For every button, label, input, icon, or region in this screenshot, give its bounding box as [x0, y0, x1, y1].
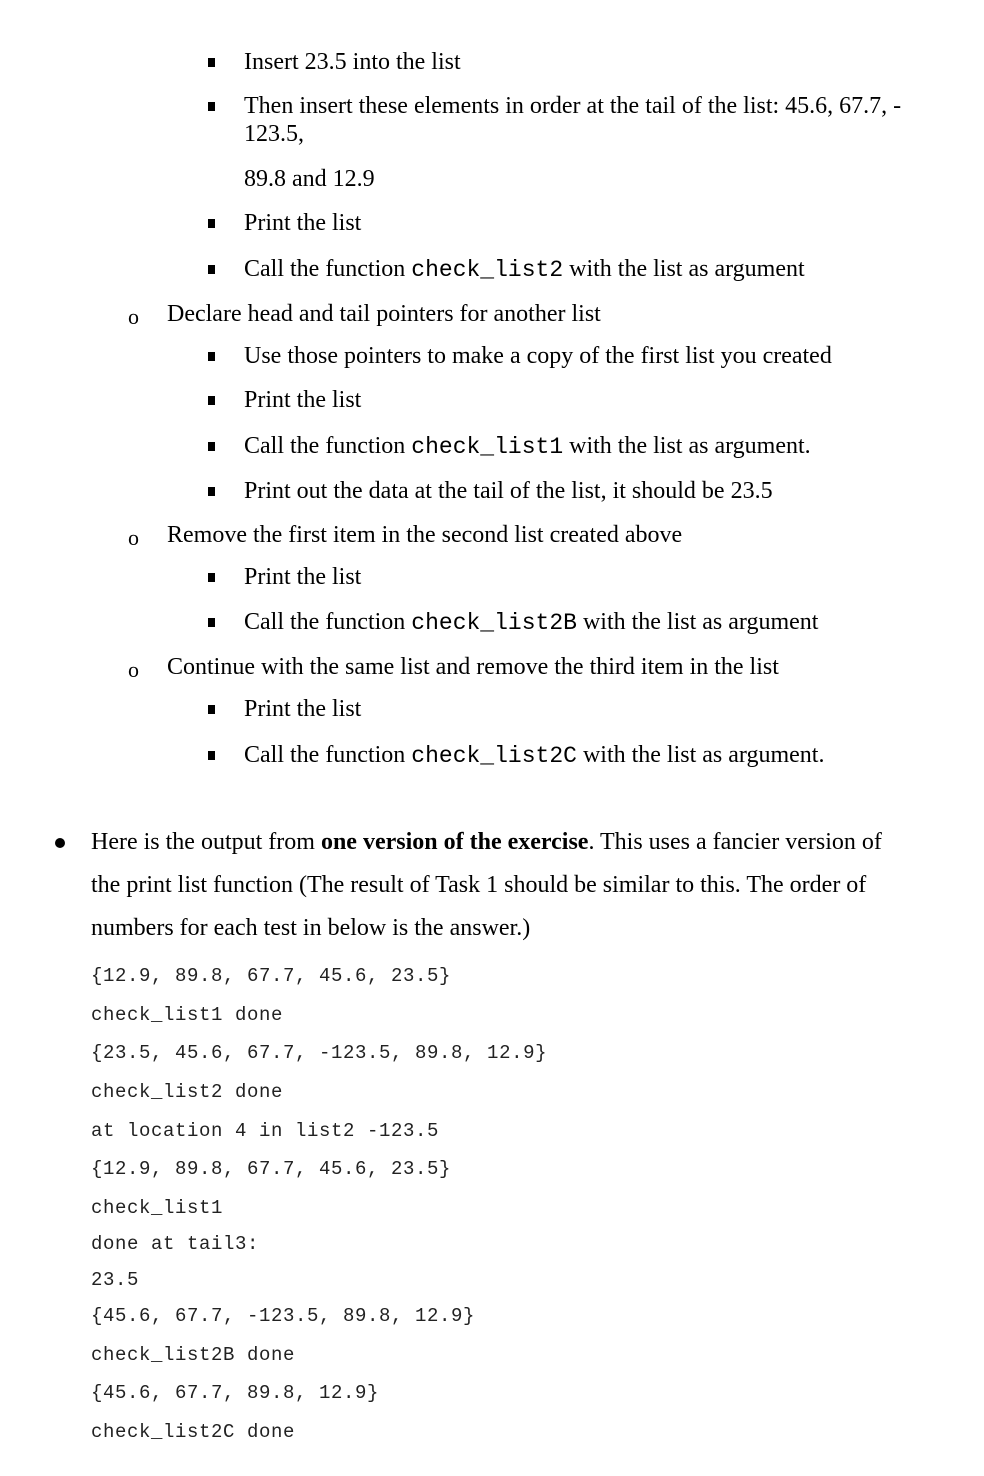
list-item: Print out the data at the tail of the list, it should be 23.5 — [244, 478, 773, 504]
list-item-text: Call the function — [244, 433, 412, 459]
output-line: check_list2 done — [91, 1081, 284, 1103]
output-line: check_list1 done — [91, 1004, 284, 1026]
function-name: check_list2C — [411, 743, 577, 769]
list-item — [244, 255, 805, 284]
list-item: Print the list — [244, 564, 362, 590]
bullet-square-icon — [208, 265, 215, 274]
list-item: Remove the first item in the second list created above — [167, 522, 683, 548]
list-item-text: with the list as argument. — [563, 433, 811, 459]
list-item-text: with the list as argument. — [576, 742, 825, 768]
list-item: Use those pointers to make a copy of the first list you created — [244, 343, 832, 369]
list-item: Then insert these elements in order at the tail of the list: 45.6, 67.7, - — [244, 93, 902, 119]
output-line: check_list1 — [91, 1197, 224, 1219]
list-item-continuation: 123.5, — [244, 121, 304, 147]
paragraph-line — [91, 828, 882, 856]
bullet-square-icon — [208, 573, 215, 582]
bullet-square-icon — [208, 352, 215, 361]
list-item-text: with the list as argument — [563, 256, 805, 282]
function-name: check_list1 — [411, 434, 564, 460]
paragraph-line: numbers for each test in below is the answer.) — [91, 915, 531, 941]
bullet-circle-icon: o — [128, 304, 139, 329]
output-line: {12.9, 89.8, 67.7, 45.6, 23.5} — [91, 965, 452, 987]
output-line: {45.6, 67.7, -123.5, 89.8, 12.9} — [91, 1305, 476, 1327]
output-line: {23.5, 45.6, 67.7, -123.5, 89.8, 12.9} — [91, 1042, 548, 1064]
list-item: Insert 23.5 into the list — [244, 49, 461, 75]
list-item-text: with the list as argument — [576, 609, 819, 635]
output-line: at location 4 in list2 -123.5 — [91, 1120, 440, 1142]
paragraph-line: the print list function (The result of Task 1 should be similar to this. The order of — [91, 872, 867, 898]
list-item-continuation: 89.8 and 12.9 — [244, 166, 375, 192]
paragraph-text: . This uses a fancier version of — [588, 829, 882, 855]
paragraph-text: Here is the output from — [91, 829, 321, 855]
output-line: done at tail3: — [91, 1233, 260, 1255]
bullet-square-icon — [208, 751, 215, 760]
bullet-square-icon — [208, 705, 215, 714]
list-item: Print the list — [244, 696, 362, 722]
list-item — [244, 741, 824, 770]
list-item: Print the list — [244, 210, 362, 236]
list-item — [244, 432, 811, 461]
list-item: Continue with the same list and remove the third item in the list — [167, 654, 779, 680]
output-line: {12.9, 89.8, 67.7, 45.6, 23.5} — [91, 1158, 452, 1180]
function-name: check_list2 — [411, 257, 564, 283]
bullet-circle-icon: o — [128, 657, 139, 682]
bullet-square-icon — [208, 219, 215, 228]
emphasis-text: one version of the exercise — [320, 829, 589, 855]
list-item-text: Call the function — [244, 609, 412, 635]
output-line: check_list2B done — [91, 1344, 296, 1366]
function-name: check_list2B — [411, 610, 577, 636]
bullet-square-icon — [208, 487, 215, 496]
list-item — [244, 608, 818, 637]
bullet-square-icon — [208, 102, 215, 111]
list-item: Declare head and tail pointers for another list — [167, 301, 601, 327]
bullet-square-icon — [208, 442, 215, 451]
bullet-circle-icon: o — [128, 525, 139, 550]
output-line: 23.5 — [91, 1269, 140, 1291]
list-item: Print the list — [244, 387, 362, 413]
output-line: check_list2C done — [91, 1421, 296, 1443]
bullet-square-icon — [208, 58, 215, 67]
output-line: {45.6, 67.7, 89.8, 12.9} — [91, 1382, 380, 1404]
bullet-dot-icon — [55, 838, 65, 848]
bullet-square-icon — [208, 396, 215, 405]
list-item-text: Call the function — [244, 256, 412, 282]
bullet-square-icon — [208, 618, 215, 627]
list-item-text: Call the function — [244, 742, 412, 768]
